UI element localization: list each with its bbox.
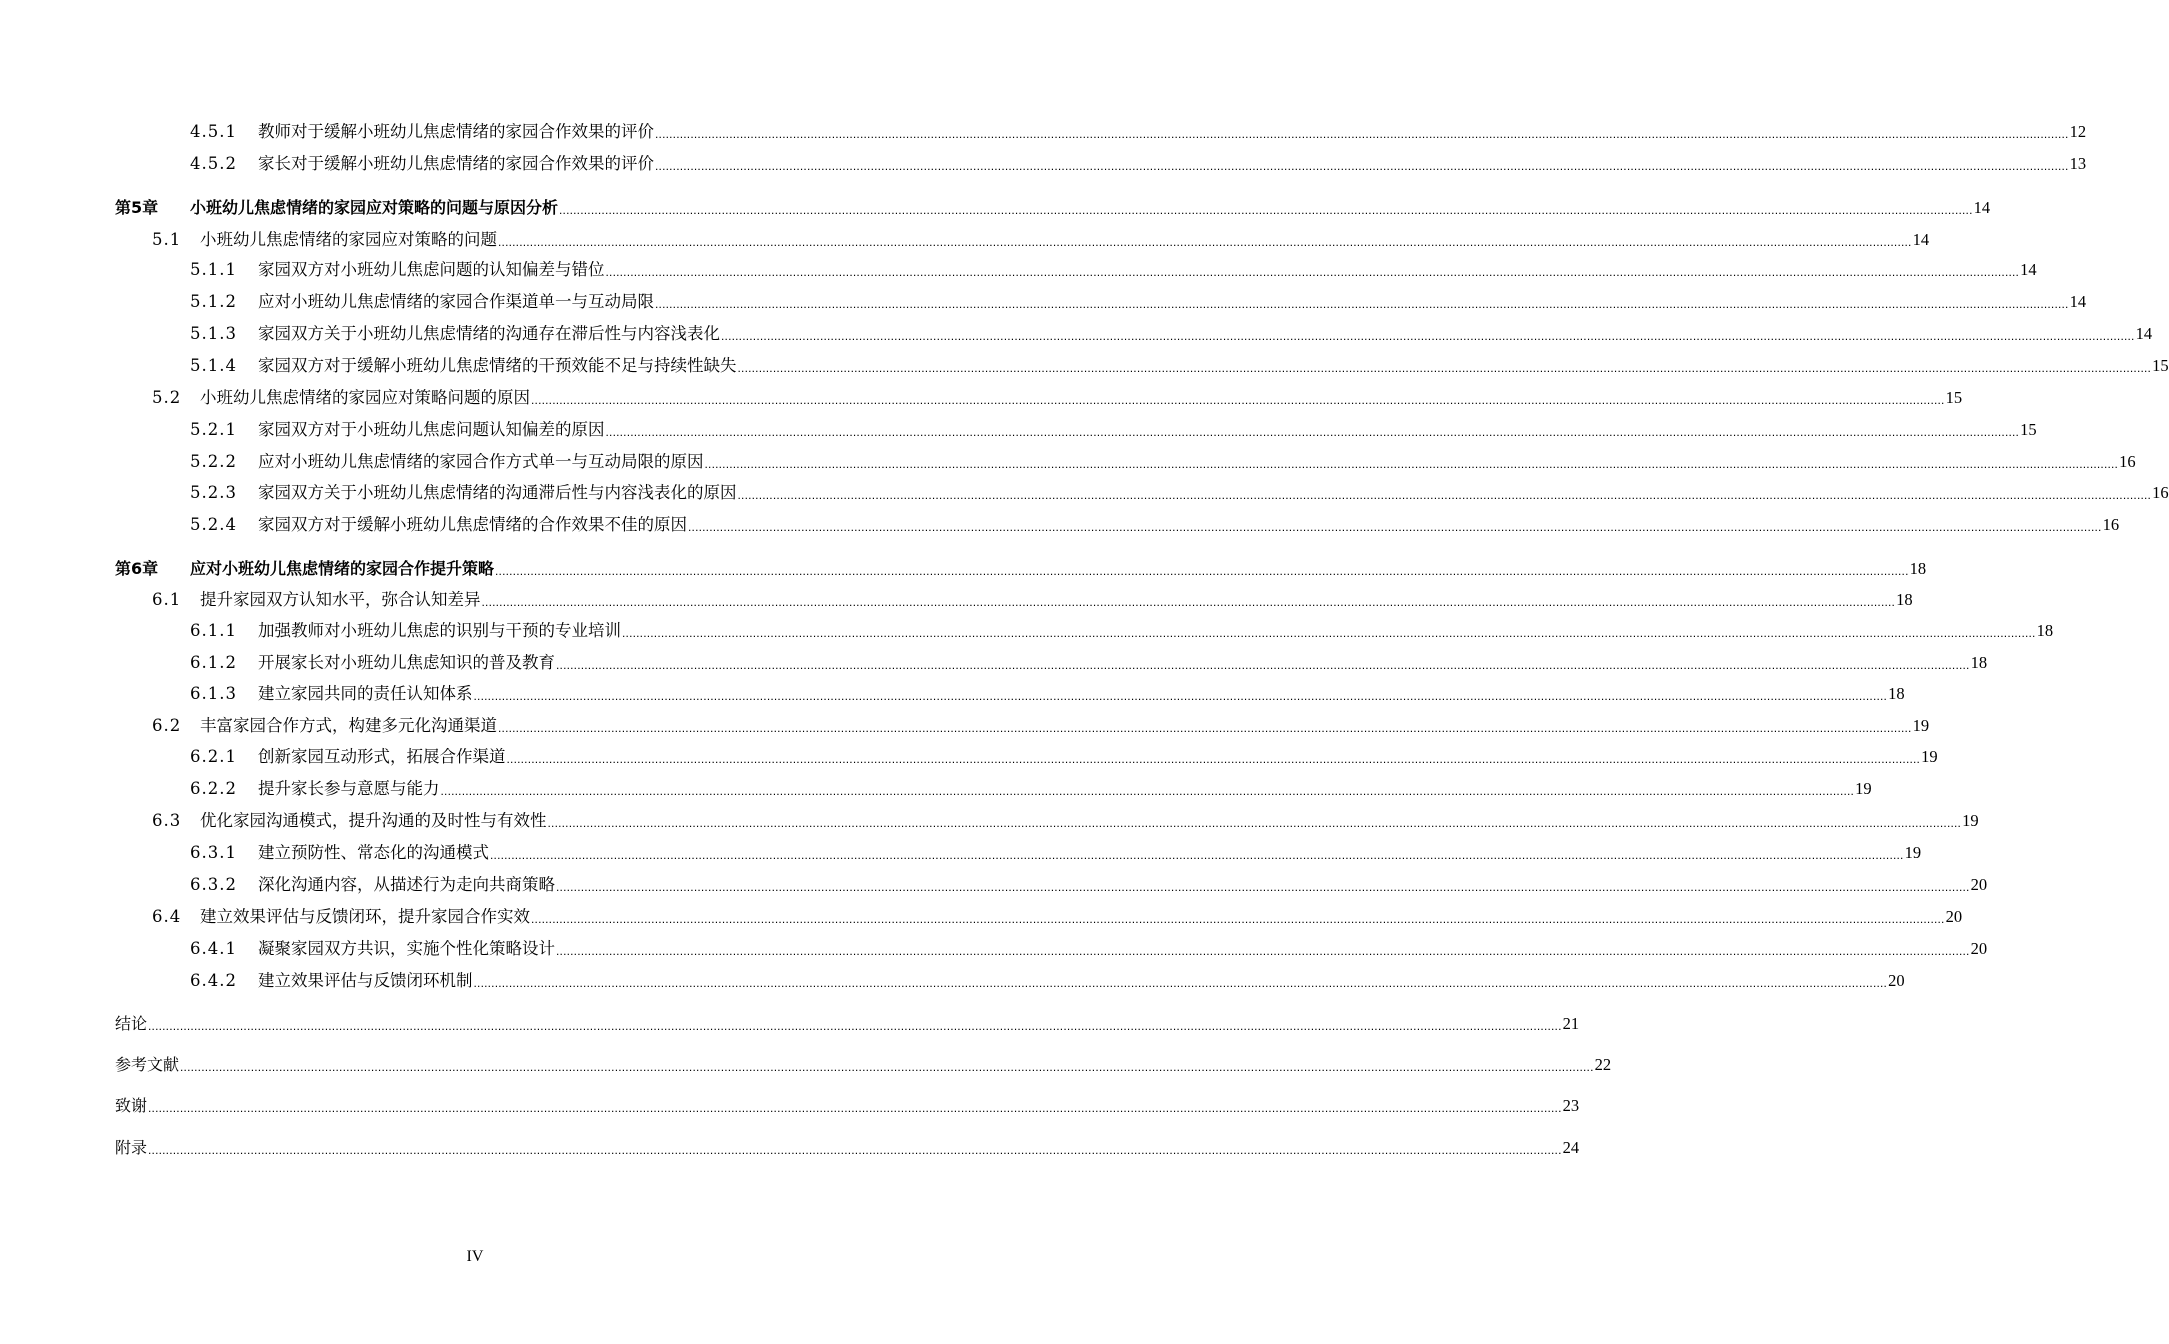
toc-entry-page: 16 [2102, 515, 2120, 534]
toc-entry-page: 18 [2036, 621, 2054, 640]
toc-entry-page: 19 [1912, 716, 1930, 735]
toc-entry-title: 提升家园双方认知水平，弥合认知差异 [200, 590, 481, 609]
toc-entry-number: 5.2.4 [190, 515, 237, 534]
toc-entry-number: 5.1.3 [190, 324, 237, 343]
toc-entry[interactable] [190, 619, 2054, 643]
toc-entry-number: 6.1.3 [190, 684, 237, 703]
toc-entry-number: 6.2 [152, 716, 182, 735]
toc-entry[interactable] [190, 290, 2087, 314]
toc-entry-number: 6.2.2 [190, 779, 237, 798]
toc-entry[interactable] [190, 322, 2153, 346]
dot-leader: ................................................................................................................................................................................................................................................................................................................................................................................................................ [704, 457, 2119, 471]
toc-entry-title: 结论 [115, 1014, 148, 1033]
toc-entry-title: 家园双方关于小班幼儿焦虑情绪的沟通存在滞后性与内容浅表化 [258, 324, 720, 343]
toc-entry[interactable] [115, 196, 1991, 220]
dot-leader: ................................................................................................................................................................................................................................................................................................................................................................................................................ [148, 1019, 1562, 1033]
toc-entry[interactable] [115, 1053, 1612, 1077]
toc-entry-number: 6.1.1 [190, 621, 237, 640]
toc-entry-title: 家园双方对小班幼儿焦虑问题的认知偏差与错位 [258, 260, 605, 279]
toc-entry-title: 加强教师对小班幼儿焦虑的识别与干预的专业培训 [258, 621, 621, 640]
toc-entry-page: 20 [1945, 907, 1963, 926]
toc-entry[interactable] [190, 682, 1905, 706]
toc-entry[interactable] [190, 418, 2037, 442]
toc-entry-title: 家园双方对于缓解小班幼儿焦虑情绪的干预效能不足与持续性缺失 [258, 356, 737, 375]
toc-entry[interactable] [190, 777, 1872, 801]
toc-entry-page: 18 [1909, 559, 1927, 578]
toc-entry-page: 15 [1945, 388, 1963, 407]
toc-entry-title: 建立预防性、常态化的沟通模式 [258, 843, 489, 862]
toc-entry-number: 第6章 [115, 559, 159, 578]
toc-entry-title: 家园双方关于小班幼儿焦虑情绪的沟通滞后性与内容浅表化的原因 [258, 483, 737, 502]
dot-leader: ................................................................................................................................................................................................................................................................................................................................................................................................................ [622, 626, 2036, 640]
toc-entry[interactable] [152, 905, 1963, 929]
toc-entry-title: 提升家长参与意愿与能力 [258, 779, 440, 798]
dot-leader: ................................................................................................................................................................................................................................................................................................................................................................................................................ [495, 564, 1909, 578]
dot-leader: ................................................................................................................................................................................................................................................................................................................................................................................................................ [148, 1143, 1562, 1157]
toc-entry-number: 6.3.2 [190, 875, 237, 894]
toc-entry-page: 14 [1912, 230, 1930, 249]
toc-entry-page: 13 [2069, 154, 2087, 173]
dot-leader: ................................................................................................................................................................................................................................................................................................................................................................................................................ [440, 784, 1855, 798]
toc-entry-number: 5.1.1 [190, 260, 237, 279]
toc-entry-page: 14 [2069, 292, 2087, 311]
toc-entry-number: 6.1.2 [190, 653, 237, 672]
dot-leader: ................................................................................................................................................................................................................................................................................................................................................................................................................ [556, 944, 1970, 958]
toc-entry-page: 20 [1970, 939, 1988, 958]
toc-entry-title: 丰富家园合作方式，构建多元化沟通渠道 [200, 716, 497, 735]
toc-entry-page: 22 [1594, 1055, 1612, 1074]
toc-entry-page: 24 [1562, 1138, 1580, 1157]
toc-entry[interactable] [190, 354, 2169, 378]
toc-entry-number: 第5章 [115, 198, 159, 217]
toc-entry-page: 12 [2069, 122, 2087, 141]
toc-entry[interactable] [190, 481, 2169, 505]
toc-entry-page: 14 [2135, 324, 2153, 343]
dot-leader: ................................................................................................................................................................................................................................................................................................................................................................................................................ [655, 297, 2069, 311]
toc-entry-title: 致谢 [115, 1096, 148, 1115]
toc-entry[interactable] [190, 937, 1988, 961]
toc-entry[interactable] [115, 1012, 1580, 1036]
toc-entry[interactable] [152, 588, 1913, 612]
dot-leader: ................................................................................................................................................................................................................................................................................................................................................................................................................ [531, 393, 1945, 407]
toc-entry-number: 5.2.2 [190, 452, 237, 471]
dot-leader: ................................................................................................................................................................................................................................................................................................................................................................................................................ [498, 235, 1912, 249]
toc-entry-title: 教师对于缓解小班幼儿焦虑情绪的家园合作效果的评价 [258, 122, 654, 141]
toc-entry-title: 优化家园沟通模式，提升沟通的及时性与有效性 [200, 811, 547, 830]
toc-entry-title: 创新家园互动形式，拓展合作渠道 [258, 747, 506, 766]
toc-entry-page: 15 [2020, 420, 2037, 439]
dot-leader: ................................................................................................................................................................................................................................................................................................................................................................................................................ [655, 159, 2069, 173]
toc-entry-title: 附录 [115, 1138, 148, 1157]
toc-entry-page: 20 [1888, 971, 1905, 990]
toc-entry-title: 应对小班幼儿焦虑情绪的家园合作方式单一与互动局限的原因 [258, 452, 704, 471]
dot-leader: ................................................................................................................................................................................................................................................................................................................................................................................................................ [473, 689, 1888, 703]
toc-entry-page: 19 [1962, 811, 1979, 830]
toc-entry-page: 23 [1562, 1096, 1580, 1115]
toc-entry-page: 20 [1970, 875, 1988, 894]
toc-entry-page: 19 [1921, 747, 1938, 766]
dot-leader: ................................................................................................................................................................................................................................................................................................................................................................................................................ [559, 203, 1973, 217]
toc-entry-page: 14 [2020, 260, 2037, 279]
toc-entry-page: 21 [1562, 1014, 1580, 1033]
toc-entry[interactable] [190, 745, 1938, 769]
toc-entry-number: 6.3.1 [190, 843, 237, 862]
toc-entry-title: 小班幼儿焦虑情绪的家园应对策略的问题 [200, 230, 497, 249]
toc-entry-title: 小班幼儿焦虑情绪的家园应对策略的问题与原因分析 [190, 198, 559, 217]
toc-entry[interactable] [115, 1136, 1580, 1160]
toc-entry-number: 6.3 [152, 811, 182, 830]
toc-entry-number: 5.2.3 [190, 483, 237, 502]
dot-leader: ................................................................................................................................................................................................................................................................................................................................................................................................................ [737, 361, 2152, 375]
toc-entry-number: 6.4.1 [190, 939, 237, 958]
dot-leader: ................................................................................................................................................................................................................................................................................................................................................................................................................ [490, 848, 1904, 862]
toc-entry[interactable] [190, 450, 2136, 474]
toc-entry-title: 应对小班幼儿焦虑情绪的家园合作渠道单一与互动局限 [258, 292, 654, 311]
dot-leader: ................................................................................................................................................................................................................................................................................................................................................................................................................ [721, 329, 2135, 343]
toc-entry[interactable] [115, 557, 1927, 581]
toc-entry[interactable] [190, 841, 1922, 865]
toc-entry[interactable] [115, 1094, 1580, 1118]
dot-leader: ................................................................................................................................................................................................................................................................................................................................................................................................................ [556, 880, 1970, 894]
toc-entry[interactable] [190, 258, 2037, 282]
toc-entry-title: 家园双方对于缓解小班幼儿焦虑情绪的合作效果不佳的原因 [258, 515, 687, 534]
toc-entry-number: 4.5.1 [190, 122, 237, 141]
toc-entry[interactable] [190, 152, 2087, 176]
toc-entry[interactable] [190, 513, 2120, 537]
dot-leader: ................................................................................................................................................................................................................................................................................................................................................................................................................ [148, 1101, 1562, 1115]
toc-entry-title: 家园双方对于小班幼儿焦虑问题认知偏差的原因 [258, 420, 605, 439]
page-number: IV [466, 1248, 484, 1265]
toc-entry-page: 16 [2119, 452, 2136, 471]
dot-leader: ................................................................................................................................................................................................................................................................................................................................................................................................................ [547, 816, 1962, 830]
toc-entry-number: 5.2.1 [190, 420, 237, 439]
toc-entry-page: 18 [1896, 590, 1913, 609]
toc-entry[interactable] [152, 714, 1930, 738]
toc-entry-title: 参考文献 [115, 1055, 180, 1074]
toc-entry-number: 5.1.2 [190, 292, 237, 311]
toc-entry-title: 应对小班幼儿焦虑情绪的家园合作提升策略 [190, 559, 495, 578]
toc-entry-title: 深化沟通内容，从描述行为走向共商策略 [258, 875, 555, 894]
dot-leader: ................................................................................................................................................................................................................................................................................................................................................................................................................ [473, 976, 1888, 990]
toc-entry-number: 4.5.2 [190, 154, 237, 173]
toc-entry-number: 5.1 [152, 230, 182, 249]
toc-entry-title: 建立效果评估与反馈闭环，提升家园合作实效 [200, 907, 530, 926]
dot-leader: ................................................................................................................................................................................................................................................................................................................................................................................................................ [506, 752, 1921, 766]
toc-entry-page: 15 [2152, 356, 2169, 375]
dot-leader: ................................................................................................................................................................................................................................................................................................................................................................................................................ [605, 425, 2020, 439]
toc-entry[interactable] [152, 386, 1963, 410]
toc-entry-page: 18 [1970, 653, 1988, 672]
dot-leader: ................................................................................................................................................................................................................................................................................................................................................................................................................ [605, 265, 2020, 279]
toc-entry[interactable] [190, 651, 1988, 675]
toc-entry-number: 6.2.1 [190, 747, 237, 766]
toc-entry-page: 18 [1888, 684, 1905, 703]
toc-entry[interactable] [190, 969, 1905, 993]
dot-leader: ................................................................................................................................................................................................................................................................................................................................................................................................................ [481, 595, 1896, 609]
toc-entry-title: 建立效果评估与反馈闭环机制 [258, 971, 473, 990]
toc-entry-title: 家长对于缓解小班幼儿焦虑情绪的家园合作效果的评价 [258, 154, 654, 173]
dot-leader: ................................................................................................................................................................................................................................................................................................................................................................................................................ [180, 1060, 1594, 1074]
toc-entry-page: 14 [1973, 198, 1991, 217]
toc-entry[interactable] [152, 809, 1979, 833]
toc-entry-title: 凝聚家园双方共识，实施个性化策略设计 [258, 939, 555, 958]
dot-leader: ................................................................................................................................................................................................................................................................................................................................................................................................................ [688, 520, 2102, 534]
toc-entry-number: 5.2 [152, 388, 182, 407]
dot-leader: ................................................................................................................................................................................................................................................................................................................................................................................................................ [531, 912, 1945, 926]
toc-entry[interactable] [190, 120, 2087, 144]
toc-entry-number: 6.4.2 [190, 971, 237, 990]
toc-entry-title: 建立家园共同的责任认知体系 [258, 684, 473, 703]
dot-leader: ................................................................................................................................................................................................................................................................................................................................................................................................................ [737, 488, 2152, 502]
dot-leader: ................................................................................................................................................................................................................................................................................................................................................................................................................ [556, 658, 1970, 672]
toc-entry-number: 5.1.4 [190, 356, 237, 375]
dot-leader: ................................................................................................................................................................................................................................................................................................................................................................................................................ [655, 127, 2069, 141]
toc-entry-number: 6.1 [152, 590, 182, 609]
toc-entry[interactable] [152, 228, 1930, 252]
toc-entry-title: 开展家长对小班幼儿焦虑知识的普及教育 [258, 653, 555, 672]
toc-entry-title: 小班幼儿焦虑情绪的家园应对策略问题的原因 [200, 388, 530, 407]
toc-entry-page: 19 [1904, 843, 1922, 862]
toc-entry[interactable] [190, 873, 1988, 897]
toc-entry-number: 6.4 [152, 907, 182, 926]
toc-entry-page: 19 [1855, 779, 1872, 798]
dot-leader: ................................................................................................................................................................................................................................................................................................................................................................................................................ [498, 721, 1912, 735]
toc-entry-page: 16 [2152, 483, 2169, 502]
